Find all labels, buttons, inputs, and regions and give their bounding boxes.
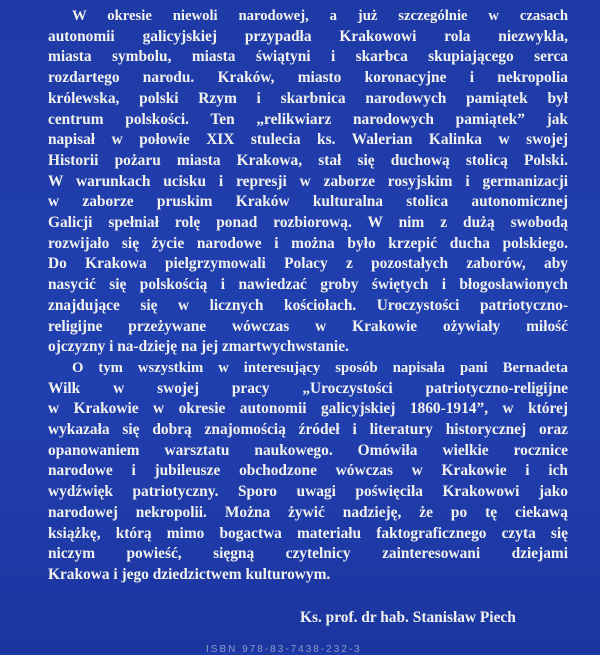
paragraph-1 [48, 6, 568, 358]
paragraph-1-line: znajdujące się w licznych kościołach. Uroczystości patriotyczno- [48, 296, 568, 314]
paragraph-1-line: centrum polskości. Ten „relikwiarz narodowych pamiątek” jak [48, 110, 568, 128]
blurb-text [48, 6, 568, 586]
paragraph-1-line: miasta symbolu, miasta świątyni i skarbca skupiającego serca [48, 48, 568, 66]
paragraph-2-line: Wilk w swojej pracy „Uroczystości patriotyczno-religijne [48, 379, 568, 397]
paragraph-2-line: wydźwięk patriotyczny. Sporo uwagi poświęciła Krakowowi jako [48, 483, 568, 501]
paragraph-2 [48, 358, 568, 586]
paragraph-2-line: wykazała się dobrą znajomością źródeł i literatury historycznej oraz [48, 421, 568, 439]
author-signature: Ks. prof. dr hab. Stanisław Piech [300, 609, 516, 626]
paragraph-1-line: nasycić się polskością i nawiedzać groby świętych i błogosławionych [48, 276, 568, 294]
paragraph-1-line: w zaborze pruskim Kraków kulturalna stolica autonomicznej [48, 193, 568, 211]
paragraph-1-line: W warunkach ucisku i represji w zaborze rosyjskim i germanizacji [48, 172, 568, 190]
paragraph-2-line: opanowaniem warsztatu naukowego. Omówiła wielkie rocznice [48, 441, 568, 459]
paragraph-1-line: rozwijało się życie narodowe i można było krzepić ducha polskiego. [48, 234, 568, 252]
isbn-fragment: ISBN 978-83-7438-232-3 [206, 644, 362, 655]
paragraph-1-line: W okresie niewoli narodowej, a już szczególnie w czasach [72, 8, 568, 24]
paragraph-2-line: niczym powieść, sięgną czytelnicy zainteresowani dziejami [48, 545, 568, 563]
paragraph-2-line: w Krakowie w okresie autonomii galicyjskiej 1860-1914”, w której [48, 400, 568, 418]
paragraph-2-line: książkę, którą mimo bogactwa materiału faktograficznego czyta się [48, 524, 568, 542]
paragraph-1-line: autonomii galicyjskiej przypadła Krakowowi rola niezwykła, [48, 27, 568, 45]
paragraph-1-line: ojczyzny i na-dzieję na jej zmartwychwstanie. [48, 338, 349, 356]
paragraph-2-line: Krakowa i jego dziedzictwem kulturowym. [48, 565, 331, 583]
paragraph-2-line: O tym wszystkim w interesujący sposób napisała pani Bernadeta [72, 359, 568, 376]
paragraph-1-line: Galicji spełniał rolę ponad rozbiorową. W nim z dużą swobodą [48, 214, 568, 232]
paragraph-1-line: Do Krakowa pielgrzymowali Polacy z pozostałych zaborów, aby [48, 255, 568, 273]
paragraph-1-line: królewska, polski Rzym i skarbnica narodowych pamiątek był [48, 89, 568, 107]
paragraph-1-line: Historii pożaru miasta Krakowa, stał się duchową stolicą Polski. [48, 151, 568, 169]
paragraph-2-line: narodowej nekropolii. Można żywić nadzieję, że po tę ciekawą [48, 503, 568, 521]
paragraph-1-line: rozdartego narodu. Kraków, miasto koronacyjne i nekropolia [48, 69, 568, 87]
paragraph-1-line: religijne przeżywane wówczas w Krakowie ożywiały miłość [48, 317, 568, 335]
paragraph-2-line: narodowe i jubileusze obchodzone wówczas w Krakowie i ich [48, 462, 568, 480]
paragraph-1-line: napisał w połowie XIX stulecia ks. Walerian Kalinka w swojej [48, 131, 568, 149]
